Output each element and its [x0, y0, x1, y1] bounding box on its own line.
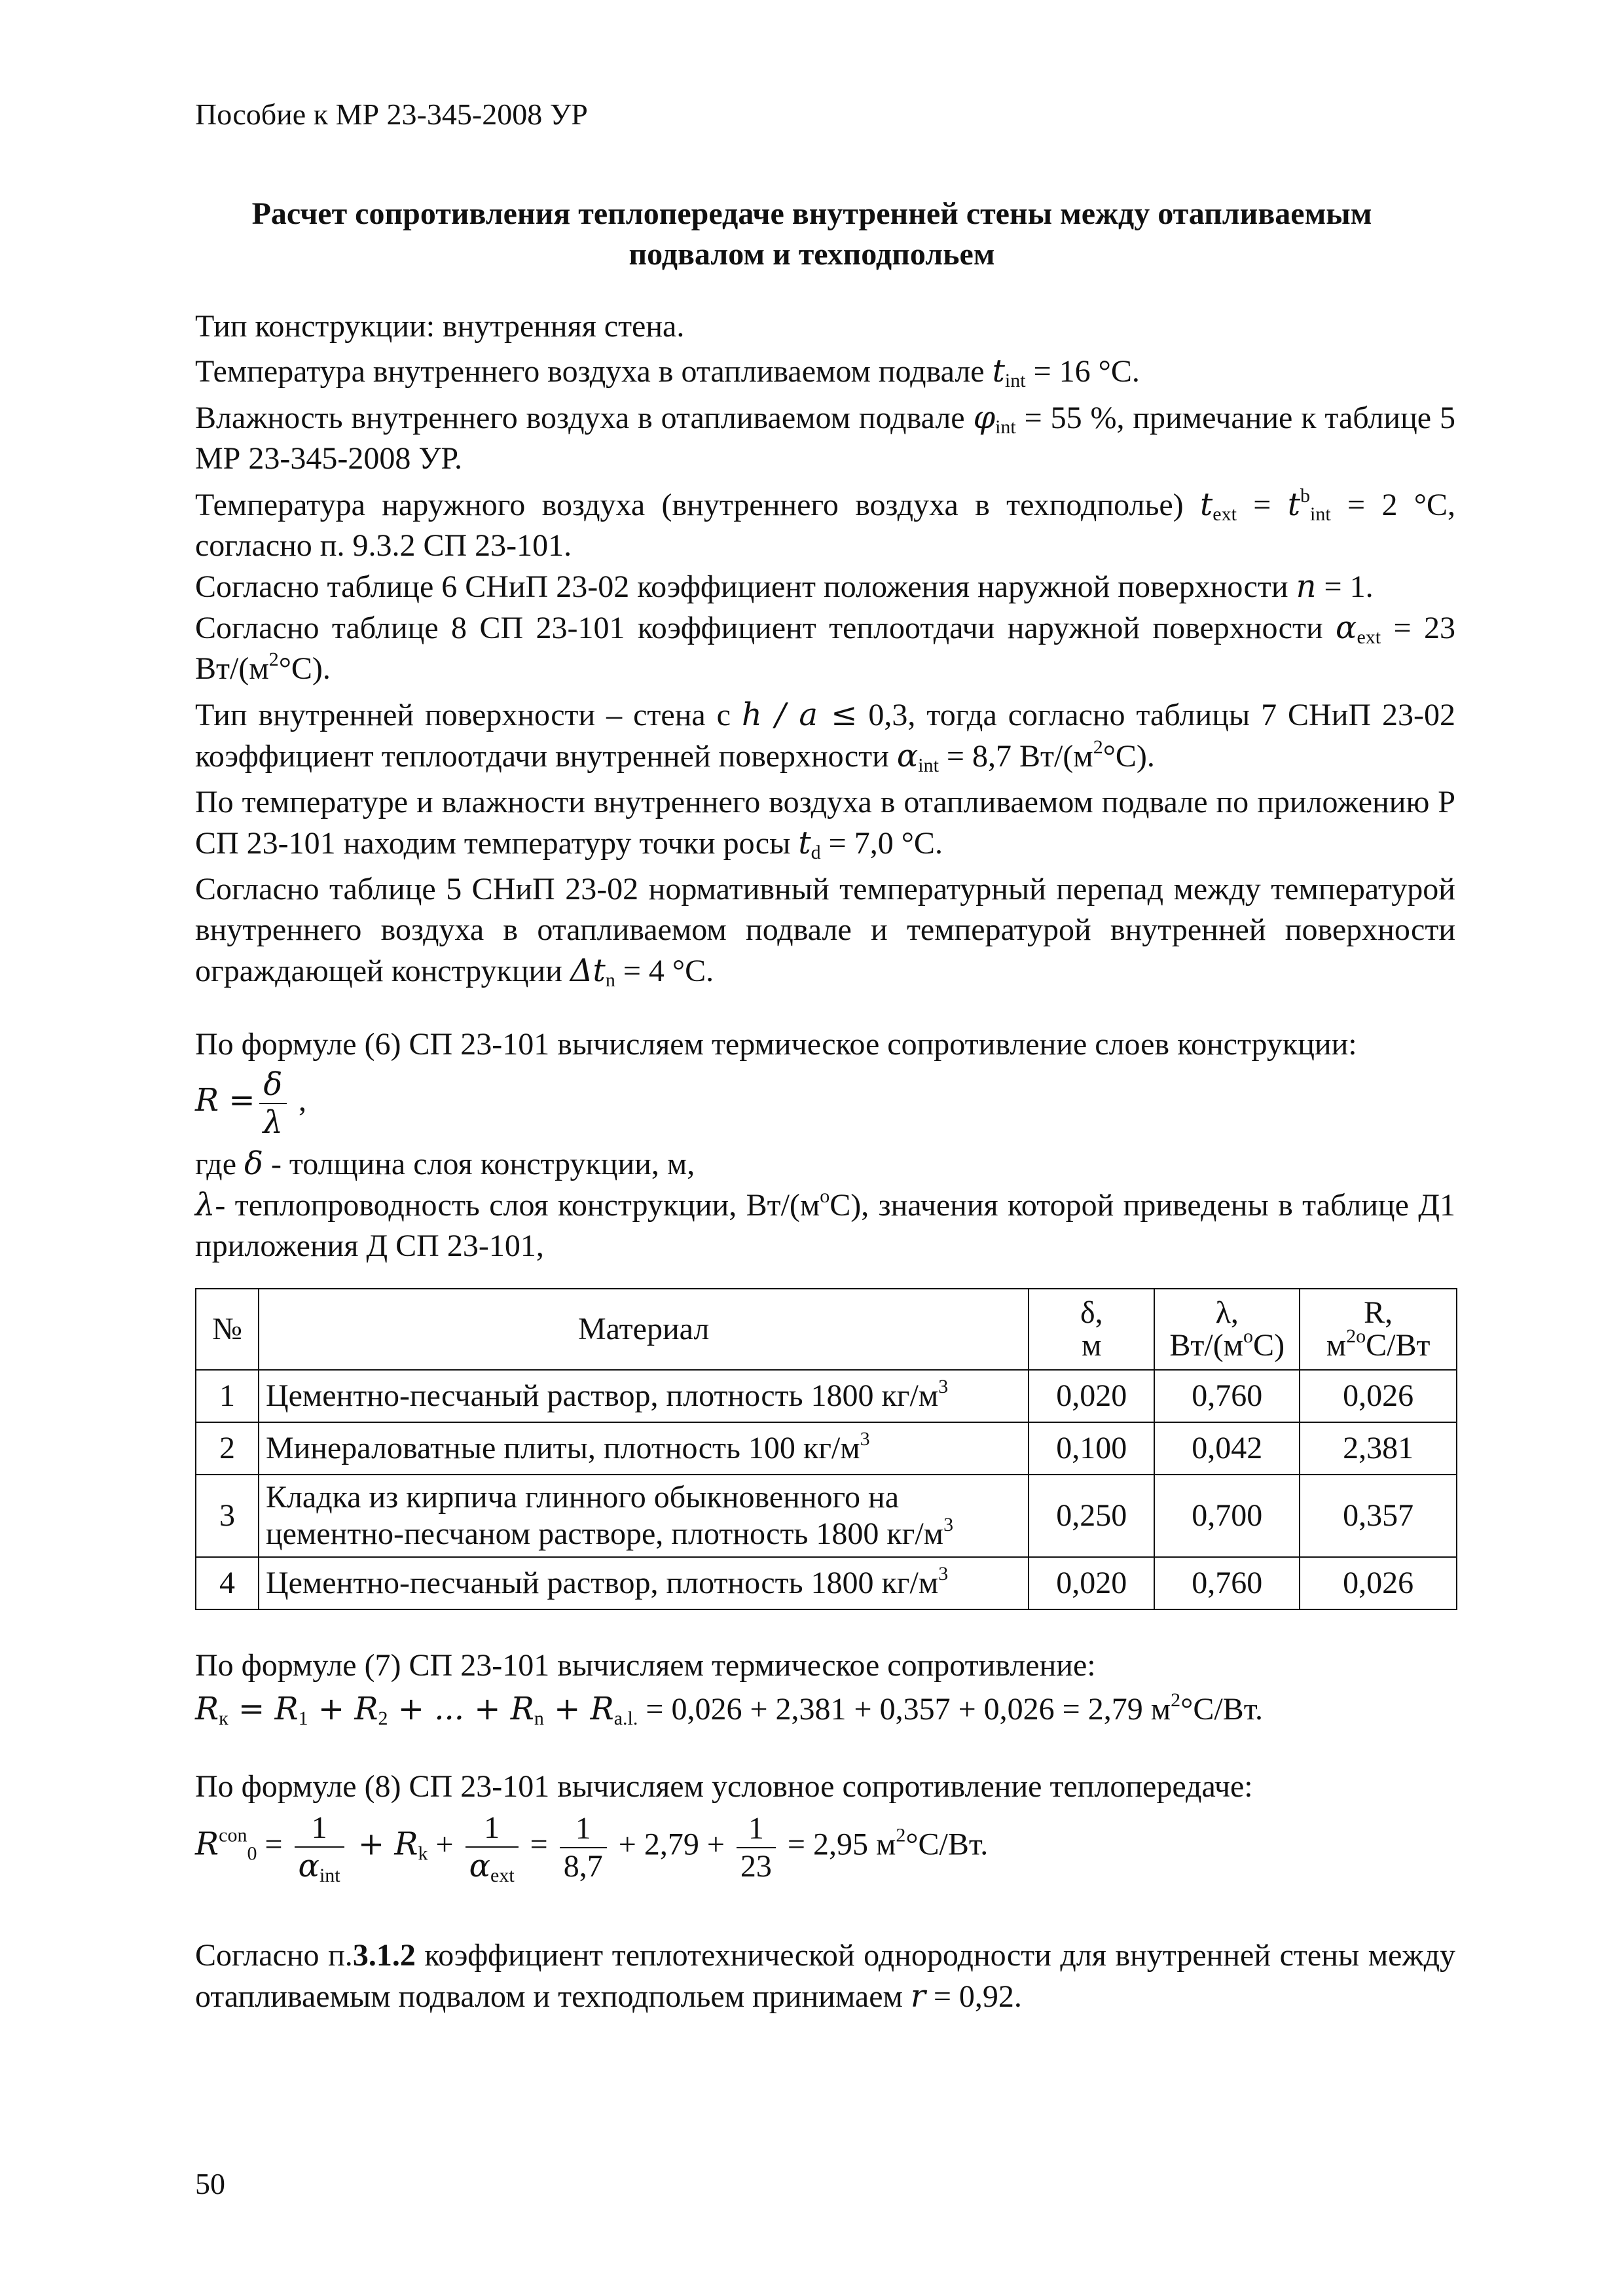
header-conductivity: λ, $Вт/(м^оС)$ [1154, 1289, 1300, 1370]
table-row: 3 Кладка из кирпича глинного обыкновенного на цементно-песчаном растворе, плотность 1800 $кг/м^3$ 0,250 0,700 0,357 [196, 1475, 1457, 1557]
section-title [196, 194, 1427, 275]
paragraph-outer-temperature: Температура наружного воздуха (внутреннего воздуха в техподполье) $t_{ext} = t^b_{int} = 2$ °С, согласно п. 9.3.2 СП 23-101. [195, 485, 1455, 563]
paragraph-formula-6-intro: По формуле (6) СП 23-101 вычисляем термическое сопротивление слоев конструкции: [195, 1027, 1357, 1062]
paragraph-construction-type: Тип конструкции: внутренняя стена. [195, 309, 685, 344]
paragraph-formula-7-intro: По формуле (7) СП 23-101 вычисляем термическое сопротивление: [195, 1648, 1096, 1683]
header-resistance: R, $м^{2о}С/Вт$ [1300, 1289, 1457, 1370]
header-number: № [196, 1289, 259, 1370]
table-row: 4 Цементно-песчаный раствор, плотность 1800 $кг/м^3$ 0,020 0,760 0,026 [196, 1557, 1457, 1609]
table-row: 1 Цементно-песчаный раствор, плотность 1800 $кг/м^3$ 0,020 0,760 0,026 [196, 1370, 1457, 1422]
title-line-1: Расчет сопротивления теплопередаче внутренней стены между отапливаемым [251, 196, 1372, 231]
formula-8: $R^{con}_0$ = $\frac{1}{\alpha_{int}}$ + $R_k$ + $\frac{1}{\alpha_{ext}}$ = $\frac{1}{8,7}$ + 2,79 + $\frac{1}{23}$ = 2,95 $м^2^\circ С/Вт$. [195, 1810, 989, 1886]
paragraph-inner-humidity: Влажность внутреннего воздуха в отапливаемом подвале $\varphi_{int} = 55$ %, примечание к таблице 5 МР 23-345-2008 УР. [195, 399, 1455, 476]
paragraph-dew-point: По температуре и влажности внутреннего воздуха в отапливаемом подвале по приложению Р СП 23-101 находим температуру точки росы $t_d = 7,0$ °С. [195, 785, 1455, 863]
title-line-2: подвалом и техподпольем [629, 237, 995, 272]
calculation-section [195, 1645, 1455, 2017]
body-text [195, 306, 1455, 1266]
paragraph-inner-surface-type: Тип внутренней поверхности – стена с h / a ≤ 0,3, тогда согласно таблицы 7 СНиП 23-02 коэффициент теплоотдачи внутренней поверхности $\alpha_{int} = 8,7$ $Вт/(м^2^\circ С)$. [195, 696, 1456, 776]
formula-7: $R_к = R_1 + R_2$ + ... + $R_n + R_{a.l.} = 0,026 + 2,381 + 0,357 + 0,026 = 2,79$ $м^2^\circ С/Вт$. [195, 1689, 1264, 1729]
paragraph-uniformity-coefficient: Согласно п.3.1.2 коэффициент теплотехнической однородности для внутренней стены между отапливаемым подвалом и техподпольем принимаем r = 0,92. [195, 1938, 1456, 2015]
paragraph-inner-temperature: Температура внутреннего воздуха в отапливаемом подвале $t_{int} = 16$ °С. [195, 353, 1140, 391]
paragraph-delta-definition: где δ - толщина слоя конструкции, м, [195, 1145, 695, 1182]
paragraph-temperature-drop: Согласно таблице 5 СНиП 23-02 нормативный температурный перепад между температурой внутреннего воздуха в отапливаемом подвале и температурой внутренней поверхности ограждающей конструкции $\Delta t_n = 4$ °С. [195, 872, 1455, 991]
header-thickness: δ, м [1029, 1289, 1154, 1370]
paragraph-outer-heat-transfer: Согласно таблице 8 СП 23-101 коэффициент теплоотдачи наружной поверхности $\alpha_{ext} = 23$ $Вт/(м^2^\circ С)$. [195, 609, 1456, 686]
header-material: Материал [259, 1289, 1029, 1370]
table-header-row [196, 1289, 1457, 1370]
paragraph-surface-position: Согласно таблице 6 СНиП 23-02 коэффициент положения наружной поверхности n = 1. [195, 568, 1374, 605]
formula-6: R = $\frac{\delta}{\lambda}$ , [195, 1066, 307, 1141]
page-number: 50 [195, 2167, 225, 2200]
materials-table [195, 1288, 1457, 1610]
paragraph-formula-8-intro: По формуле (8) СП 23-101 вычисляем условное сопротивление теплопередаче: [195, 1769, 1253, 1804]
running-header: Пособие к МР 23-345-2008 УР [195, 98, 588, 131]
paragraph-lambda-definition: λ- теплопроводность слоя конструкции, $Вт/(м^оС)$, значения которой приведены в таблице Д1 приложения Д СП 23-101, [195, 1185, 1456, 1263]
table-row: 2 Минераловатные плиты, плотность 100 $кг/м^3$ 0,100 0,042 2,381 [196, 1422, 1457, 1475]
